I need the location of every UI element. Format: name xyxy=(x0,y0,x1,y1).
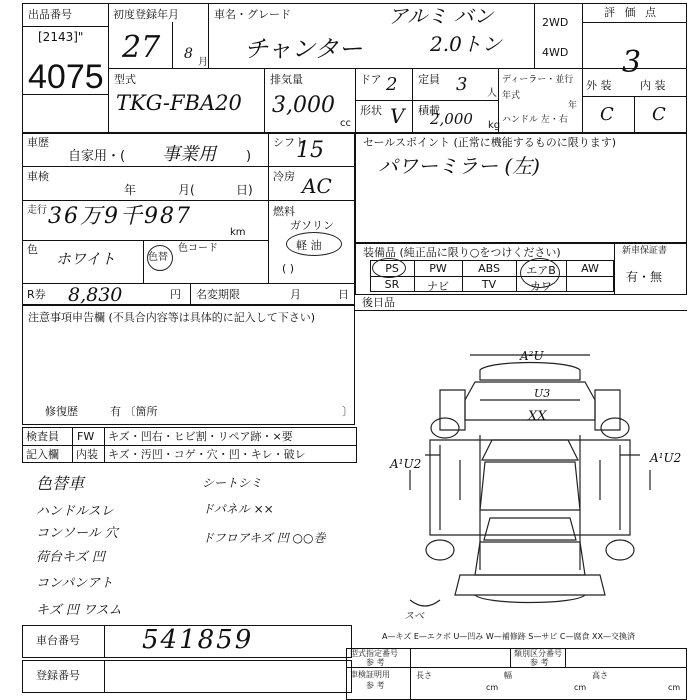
color-value: ホワイト xyxy=(56,250,116,268)
handle-label: ハンドル 左・右 xyxy=(502,115,568,125)
fuel-circle xyxy=(286,232,342,256)
equip-navi: ナビ xyxy=(427,280,449,293)
note-2: ハンドルスレ xyxy=(36,504,114,519)
equip-sr: SR xyxy=(384,278,400,291)
mileage-label: 走行 xyxy=(27,205,47,216)
car-name: チャンター xyxy=(244,35,363,63)
mark-left: A¹U2 xyxy=(390,457,422,471)
km-unit: km xyxy=(230,227,246,238)
sales-frame xyxy=(355,133,687,243)
legend-line2: キズ・汚凹・コゲ・穴・凹・キレ・破レ xyxy=(108,448,306,461)
color-change-label: 色替 xyxy=(148,252,168,263)
mark-roof: A²U xyxy=(520,349,544,363)
lot-label: 出品番号 xyxy=(28,8,72,21)
fw-label: FW xyxy=(77,430,95,443)
doors-label: ドア xyxy=(360,73,382,86)
equip-tv: TV xyxy=(481,278,497,291)
history-label: 車歴 xyxy=(27,136,49,149)
cert-label: 車検証明用 xyxy=(350,670,390,679)
inspection-day: 日) xyxy=(236,183,253,197)
car-damage-diagram xyxy=(380,340,680,630)
shift-label: シフト xyxy=(273,136,306,149)
recycle-label: R券 xyxy=(27,288,46,301)
shift-value: 15 xyxy=(296,138,324,163)
model-label: 型式 xyxy=(114,73,136,86)
sales-label: セールスポイント (正常に機能するものに限ります) xyxy=(363,136,617,149)
ps-circle xyxy=(372,258,406,278)
width-cm: cm xyxy=(574,683,587,692)
note-6: キズ 凹 ワスム xyxy=(36,603,122,618)
repair-label: 修復歴 xyxy=(45,405,78,418)
load-label: 積載 xyxy=(418,104,440,117)
name-change-month: 月 xyxy=(290,288,301,301)
score-label: 評 価 点 xyxy=(604,6,659,19)
exterior-label: 外 装 xyxy=(586,79,612,92)
displacement-label: 排気量 xyxy=(270,73,303,86)
warranty-value: 有・無 xyxy=(626,270,663,284)
ref-code: [2143]" xyxy=(38,30,84,44)
width-label: 幅 xyxy=(504,671,512,680)
interior-grade: C xyxy=(652,104,666,125)
fuel-label: 燃料 xyxy=(273,205,295,218)
note-5: コンパンアト xyxy=(36,576,114,591)
cc-unit: cc xyxy=(340,118,351,129)
inspector-label: 検査員 xyxy=(26,430,59,443)
height-cm: cm xyxy=(668,683,681,692)
model-value: TKG-FBA20 xyxy=(116,91,242,115)
fuel-diesel: 軽 油 xyxy=(296,239,322,252)
chassis-label: 車台番号 xyxy=(36,634,80,647)
equipment-label: 装備品 (純正品に限り○をつけください) xyxy=(363,246,561,259)
warranty-label: 新車保証書 xyxy=(622,246,668,256)
grade-line1: アルミ バン xyxy=(388,4,494,28)
mark-rear: スベ xyxy=(404,611,424,622)
ref-3: 参 考 xyxy=(366,681,385,690)
note-3: コンソール 穴 xyxy=(36,526,118,541)
mark-replaced: XX xyxy=(528,409,547,424)
airbag-circle xyxy=(520,258,560,288)
load-value: 2,000 xyxy=(430,110,473,128)
displacement-value: 3,000 xyxy=(272,93,335,118)
color-label: 色 xyxy=(27,243,38,256)
designation-label: 型式指定番号 xyxy=(350,649,398,658)
reg-month-unit: 月 xyxy=(198,57,208,68)
name-change-label: 名変期限 xyxy=(196,288,240,301)
doors-value: 2 xyxy=(386,74,398,95)
damage-legend: A—キズ E—エクボ U—凹み W—補修跡 S—サビ C—腐食 XX—交換済 xyxy=(382,632,636,641)
year-label: 年式 xyxy=(502,91,521,101)
kg-unit: kg xyxy=(488,120,501,131)
chassis-number: 541859 xyxy=(142,625,254,655)
mid-note-3: ドフロアキズ 凹 ○○巻 xyxy=(202,531,326,545)
equip-ps: PS xyxy=(385,262,399,275)
mileage-value: 36万9千987 xyxy=(48,204,192,229)
equip-airbag: エアB xyxy=(526,264,556,277)
equip-pw: PW xyxy=(429,262,447,275)
interior-legend-label: 内装 xyxy=(76,448,98,461)
mark-right: A¹U2 xyxy=(650,451,682,465)
reg-label: 登録番号 xyxy=(36,669,80,682)
car-name-label: 車名・グレード xyxy=(214,8,291,21)
inspection-year: 年 xyxy=(124,183,137,197)
fuel-gas: ガソリン xyxy=(290,219,334,232)
reg-month: 8 xyxy=(184,46,193,62)
sales-text: パワーミラー (左) xyxy=(378,154,540,178)
equip-aw: AW xyxy=(581,262,599,275)
mid-note-1: シートシミ xyxy=(202,476,263,490)
grade-line2: 2.0トン xyxy=(430,32,502,56)
history-printed-a: 自家用・( xyxy=(68,149,126,164)
inspection-month: 月( xyxy=(178,183,195,197)
recorder-label: 記入欄 xyxy=(26,448,59,461)
ac-value: AC xyxy=(302,174,332,198)
equip-leather: カワ xyxy=(530,280,552,293)
repair-value: 有 〔箇所 xyxy=(110,405,158,418)
year-unit: 年 xyxy=(568,101,578,111)
wd4-label: 4WD xyxy=(542,46,569,59)
ref-2: 参 考 xyxy=(530,658,549,667)
lot-number: 4075 xyxy=(28,58,104,96)
category-label: 類別区分番号 xyxy=(514,649,562,658)
history-printed-b: ) xyxy=(246,149,252,164)
caution-label: 注意事項申告欄 (不具合内容等は具体的に記入して下さい) xyxy=(28,311,316,324)
person-unit: 人 xyxy=(487,88,497,99)
color-code-label: 色コード xyxy=(178,243,218,254)
shape-value: V xyxy=(390,104,405,128)
equip-abs: ABS xyxy=(478,262,500,275)
name-change-day: 日 xyxy=(338,288,349,301)
exterior-grade: C xyxy=(600,104,614,125)
legend-line1: キズ・凹右・ヒビ割・リペア跡・×要 xyxy=(108,430,293,443)
history-handwritten: 事業用 xyxy=(162,144,216,165)
dealer-label: ディーラー・並行 xyxy=(502,75,574,85)
capacity-label: 定員 xyxy=(418,73,440,86)
inspection-label: 車検 xyxy=(27,170,49,183)
length-label: 長さ xyxy=(416,671,432,680)
recycle-value: 8,830 xyxy=(68,284,123,306)
yen-unit: 円 xyxy=(170,288,181,301)
after-fit-label: 後日品 xyxy=(362,296,395,309)
ac-label: 冷房 xyxy=(273,170,295,183)
length-cm: cm xyxy=(486,683,499,692)
height-label: 高さ xyxy=(592,671,608,680)
first-reg-label: 初度登録年月 xyxy=(113,8,179,21)
interior-label: 内 装 xyxy=(640,79,666,92)
note-4: 荷台キズ 凹 xyxy=(36,550,105,565)
repair-close: 〕 xyxy=(342,405,353,418)
shape-label: 形状 xyxy=(360,104,382,117)
note-1: 色替車 xyxy=(36,474,85,493)
mark-hood-u3: U3 xyxy=(534,387,551,400)
mid-note-2: ドパネル ×× xyxy=(202,502,274,516)
ref-1: 参 考 xyxy=(366,658,385,667)
capacity-value: 3 xyxy=(456,74,468,95)
score-value: 3 xyxy=(622,45,642,80)
wd2-label: 2WD xyxy=(542,16,569,29)
fuel-paren: ( ) xyxy=(282,262,295,275)
reg-year: 27 xyxy=(122,30,161,65)
